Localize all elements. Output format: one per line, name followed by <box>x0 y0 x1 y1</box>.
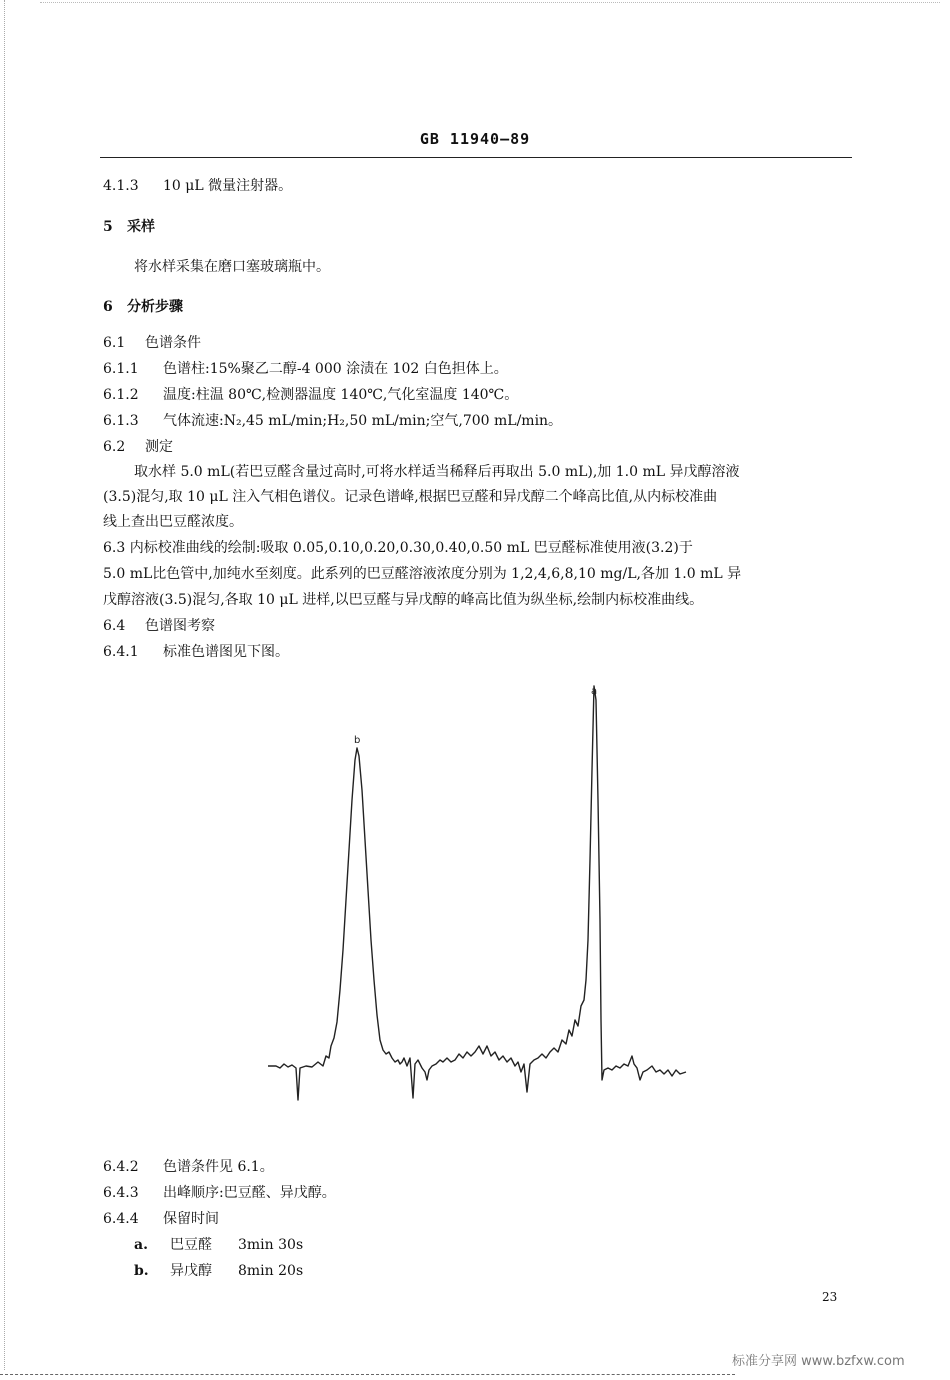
section-5-heading: 5 采样 <box>103 219 155 235</box>
section-6-heading: 6 分析步骤 <box>103 299 183 315</box>
peak-a-label: a <box>591 686 598 697</box>
clause-6-4-1: 6.4.1 标准色谱图见下图。 <box>103 644 289 660</box>
retention-time-a: a. 巴豆醛 3min 30s <box>134 1237 304 1253</box>
clause-6-3-line-1: 6.3 内标校准曲线的绘制:吸取 0.05,0.10,0.20,0.30,0.40,0.50 mL 巴豆醛标准使用液(3.2)于 <box>103 540 693 556</box>
clause-6-1-3: 6.1.3 气体流速:N₂,45 mL/min;H₂,50 mL/min;空气,700 mL/min。 <box>103 413 563 429</box>
footer-rule <box>0 1374 735 1375</box>
page-number: 23 <box>822 1290 838 1304</box>
watermark-footer: 标准分享网 www.bzfxw.com <box>732 1354 905 1369</box>
clause-6-1: 6.1 色谱条件 <box>103 335 201 351</box>
clause-6-2: 6.2 测定 <box>103 439 173 455</box>
standard-number-header: GB 11940—89 <box>419 130 531 148</box>
section-5-body: 将水样采集在磨口塞玻璃瓶中。 <box>134 259 330 275</box>
peak-b-label: b <box>354 735 361 746</box>
clause-6-1-2: 6.1.2 温度:柱温 80℃,检测器温度 140℃,气化室温度 140℃。 <box>103 387 519 403</box>
clause-6-4-4: 6.4.4 保留时间 <box>103 1211 219 1227</box>
clause-6-1-1: 6.1.1 色谱柱:15%聚乙二醇-4 000 涂渍在 102 白色担体上。 <box>103 361 508 377</box>
clause-6-2-line-3: 线上查出巴豆醛浓度。 <box>103 514 243 530</box>
clause-6-4-2: 6.4.2 色谱条件见 6.1。 <box>103 1159 274 1175</box>
clause-6-4: 6.4 色谱图考察 <box>103 618 215 634</box>
clause-6-2-line-2: (3.5)混匀,取 10 μL 注入气相色谱仪。记录色谱峰,根据巴豆醛和异戊醇二个峰高比值,从内标校准曲 <box>103 489 718 505</box>
retention-time-b: b. 异戊醇 8min 20s <box>134 1263 304 1279</box>
clause-6-4-3: 6.4.3 出峰顺序:巴豆醛、异戊醇。 <box>103 1185 336 1201</box>
clause-4-1-3: 4.1.3 10 μL 微量注射器。 <box>103 178 293 194</box>
clause-6-3-line-2: 5.0 mL比色管中,加纯水至刻度。此系列的巴豆醛溶液浓度分别为 1,2,4,6,8,10 mg/L,各加 1.0 mL 异 <box>103 566 742 582</box>
clause-6-2-line-1: 取水样 5.0 mL(若巴豆醛含量过高时,可将水样适当稀释后再取出 5.0 mL),加 1.0 mL 异戊醇溶液 <box>134 464 740 480</box>
chromatogram-trace <box>268 686 686 1100</box>
clause-6-3-line-3: 戊醇溶液(3.5)混匀,各取 10 μL 进样,以巴豆醛与异戊醇的峰高比值为纵坐标,绘制内标校准曲线。 <box>103 592 704 608</box>
